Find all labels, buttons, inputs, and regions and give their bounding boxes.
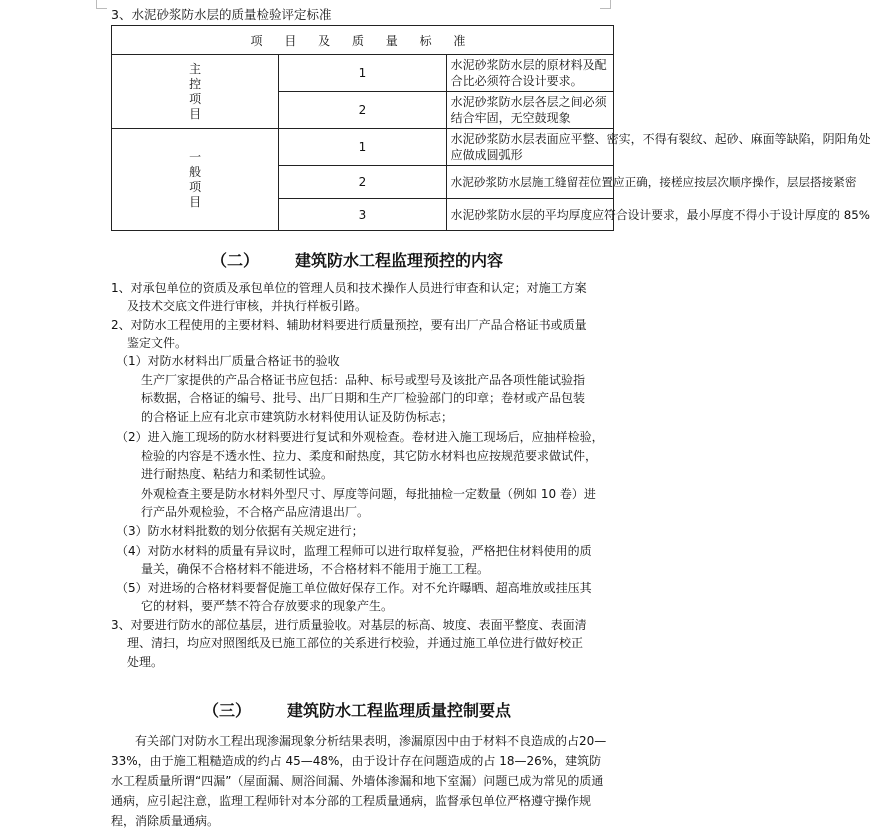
section-3-title: 3、水泥砂浆防水层的质量检验评定标准 <box>111 7 332 22</box>
text-line: 检验的内容是不透水性、拉力、柔度和耐热度，其它防水材料也应按规范要求做试件， <box>141 449 598 463</box>
text-line: 行产品外观检验，不合格产品应清退出厂。 <box>141 505 370 519</box>
text-line: 它的材料，要严禁不符合存放要求的现象产生。 <box>141 599 394 613</box>
text-line: 标数据，合格证的编号、批号、出厂日期和生产厂检验部门的印章；卷材或产品包装 <box>141 391 586 405</box>
text-line: 处理。 <box>127 655 164 669</box>
group-general <box>112 129 279 231</box>
text-line: （2）进入施工现场的防水材料要进行复试和外观检查。卷材进入施工现场后，应抽样检验， <box>116 430 604 444</box>
quality-standard-table <box>111 25 871 231</box>
table-header: 项 目 及 质 量 标 准 <box>112 26 614 55</box>
text-line: 鉴定文件。 <box>127 336 188 350</box>
heading-2 <box>0 248 714 271</box>
text-line: （1）对防水材料出厂质量合格证书的验收 <box>116 354 340 368</box>
text-line: 生产厂家提供的产品合格证书应包括：品种、标号或型号及该批产品各项性能试验指 <box>141 373 586 387</box>
row-num: 1 <box>279 129 446 166</box>
group-main-label: 主控项目 <box>189 61 202 121</box>
text-line: （4）对防水材料的质量有异议时，监理工程师可以进行取样复验，严格把住材料使用的质 <box>116 544 592 558</box>
row-num: 2 <box>279 92 446 129</box>
row-text: 水泥砂浆防水层各层之间必须结合牢固，无空鼓现象 <box>446 92 613 129</box>
text-line: 的合格证上应有北京市建筑防水材料使用认证及防伪标志； <box>141 410 454 424</box>
text-line: 理、清扫，均应对照图纸及已施工部位的关系进行校验，并通过施工单位进行做好校正 <box>127 636 584 650</box>
row-text: 水泥砂浆防水层的原材料及配合比必须符合设计要求。 <box>446 55 613 92</box>
row-text <box>446 129 871 166</box>
group-main-control <box>112 55 279 129</box>
text-line: （5）对进场的合格材料要督促施工单位做好保存工作。对不允许曝晒、超高堆放或挂压其 <box>116 581 592 595</box>
row-num: 1 <box>279 55 446 92</box>
text-line: 外观检查主要是防水材料外型尺寸、厚度等问题，每批抽检一定数量（例如 10 卷）进 <box>141 487 596 501</box>
row-text: 水泥砂浆防水层施工缝留茬位置应正确，接槎应按层次顺序操作，层层搭接紧密 <box>446 166 613 199</box>
crop-mark-left <box>96 0 107 9</box>
heading-2-title: 建筑防水工程监理预控的内容 <box>295 251 504 270</box>
text-line: 2、对防水工程使用的主要材料、辅助材料要进行质量预控，要有出厂产品合格证书或质量 <box>111 318 587 332</box>
heading-3 <box>0 698 714 721</box>
heading-3-title: 建筑防水工程监理质量控制要点 <box>287 701 512 720</box>
text-line: 及技术交底文件进行审核，并执行样板引路。 <box>127 299 368 313</box>
row-text: 水泥砂浆防水层的平均厚度应符合设计要求，最小厚度不得小于设计厚度的 85% <box>446 199 613 231</box>
text-line: 量关，确保不合格材料不能进场，不合格材料不能用于施工工程。 <box>141 562 490 576</box>
row-num: 2 <box>279 166 446 199</box>
body-paragraph: 有关部门对防水工程出现渗漏现象分析结果表明，渗漏原因中由于材料不良造成的占20—33%，由于施工粗糙造成的约占 45—48%，由于设计存在问题造成的占 18—26%，建筑防水工程质量所谓“四漏”（屋面漏、厕浴间漏、外墙体渗漏和地下室漏）问题已成为常见的质通通病，应引起注意，监理工程师针对本分部的工程质量通病，监督承包单位严格遵守操作规程，消除质量通病。 <box>111 734 607 828</box>
heading-3-number: （三） <box>202 701 251 720</box>
crop-mark-right <box>600 0 611 9</box>
text-line: 1、对承包单位的资质及承包单位的管理人员和技术操作人员进行审查和认定；对施工方案 <box>111 281 587 295</box>
text-line: 进行耐热度、粘结力和柔韧性试验。 <box>141 467 334 481</box>
row-text-line: 应做成圆弧形 <box>450 148 523 162</box>
heading-2-number: （二） <box>210 251 259 270</box>
row-num: 3 <box>279 199 446 231</box>
text-line: （3）防水材料批数的划分依据有关规定进行； <box>116 524 364 538</box>
row-text-line: 水泥砂浆防水层表面应平整、密实，不得有裂纹、起砂、麻面等缺陷，阴阳角处 <box>450 132 871 146</box>
group-general-label: 一般项目 <box>189 149 202 209</box>
text-line: 3、对要进行防水的部位基层，进行质量验收。对基层的标高、坡度、表面平整度、表面清 <box>111 618 587 632</box>
